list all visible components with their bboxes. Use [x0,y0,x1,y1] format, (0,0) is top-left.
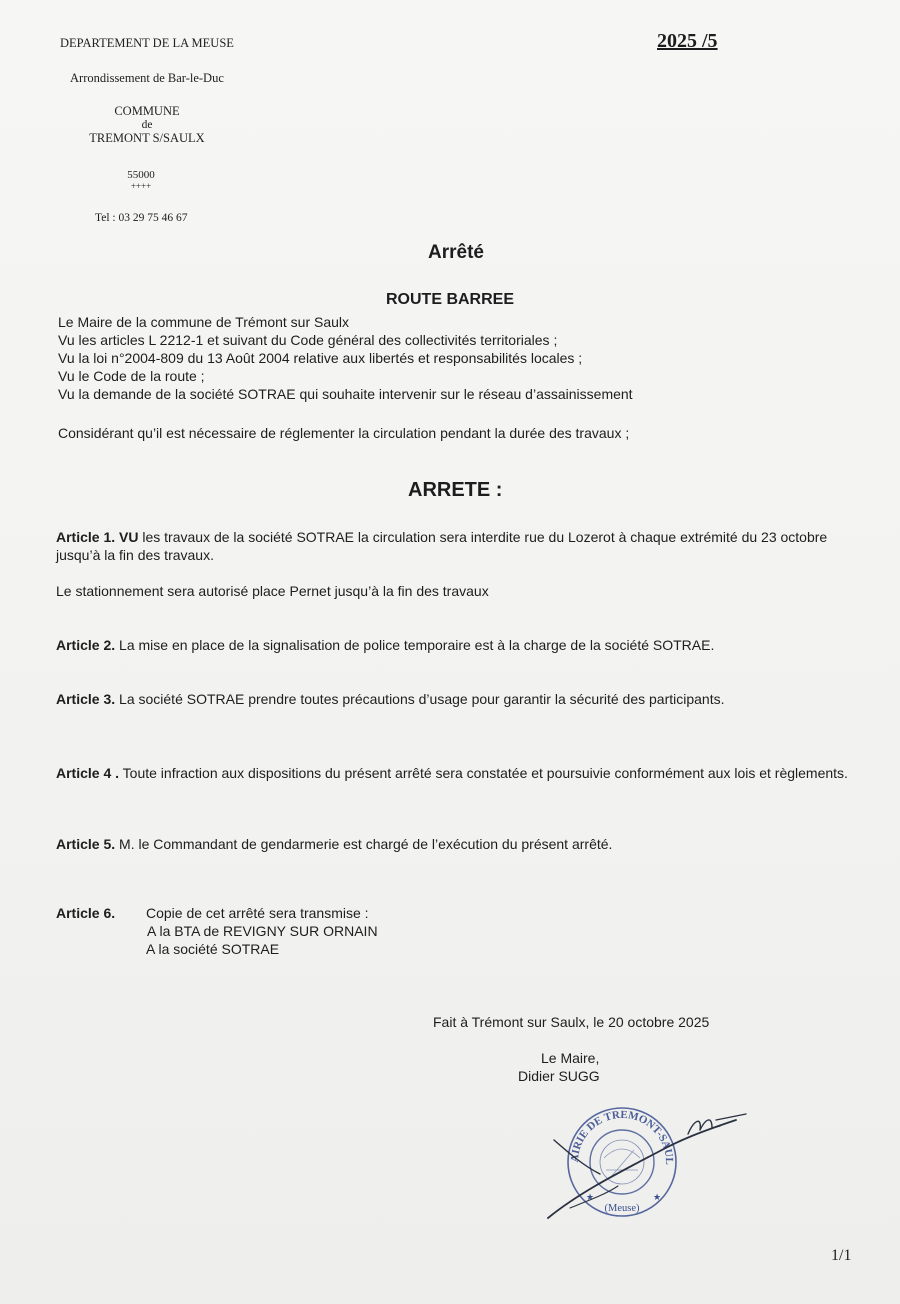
preamble-line-4: Vu le Code de la route ; [58,368,205,384]
commune-line-2: de [141,119,153,131]
seal-and-signature-graphic [540,1100,750,1225]
article-5-label: Article 5. [56,836,116,852]
svg-text:★: ★ [653,1193,662,1203]
article-3-label: Article 3. [56,691,116,707]
mayor-name: Didier SUGG [518,1068,600,1084]
page-number: 1/1 [831,1247,852,1264]
official-seal [540,1100,750,1225]
article-4-label: Article 4 . [56,765,120,781]
article-4 [56,764,856,782]
document-title: Arrêté [428,242,484,263]
department-label: DEPARTEMENT DE LA MEUSE [60,36,234,50]
considering-text: Considérant qu’il est nécessaire de réglementer la circulation pendant la durée des travaux ; [58,425,630,441]
commune-line-3: TREMONT S/SAULX [89,131,205,145]
postcode: 55000 [127,169,155,181]
article-2 [56,636,714,654]
postcode-mark: ++++ [130,181,152,191]
article-3-text: La société SOTRAE prendre toutes précautions d’usage pour garantir la sécurité des participants. [115,691,725,707]
place-date: Fait à Trémont sur Saulx, le 20 octobre 2025 [433,1014,710,1030]
article-6-label: Article 6. [56,905,116,921]
article-4-text: Toute infraction aux dispositions du présent arrêté sera constatée et poursuivie conformément aux lois et règlements. [119,765,848,781]
article-6-line-1: Copie de cet arrêté sera transmise : [146,905,369,921]
arrondissement-label: Arrondissement de Bar-le-Duc [70,71,224,85]
article-3 [56,690,724,708]
preamble-line-5: Vu la demande de la société SOTRAE qui souhaite intervenir sur le réseau d’assainissement [58,386,633,402]
preamble-line-3: Vu la loi n°2004-809 du 13 Août 2004 relative aux libertés et responsabilités locales ; [58,350,583,366]
seal-top-text: AIRIE DE TREMONT-SAUL [568,1108,676,1165]
reference-number: 2025 /5 [657,30,718,52]
article-1-label: Article 1. [56,529,116,545]
article-5-text: M. le Commandant de gendarmerie est chargé de l’exécution du présent arrêté. [115,836,613,852]
seal-bottom-text: (Meuse) [604,1203,640,1214]
article-1-text: les travaux de la société SOTRAE la circulation sera interdite rue du Lozerot à chaque extrémité du 23 octobre jusqu’à la fin des travaux. [56,529,828,563]
article-5 [56,835,612,853]
article-1 [56,528,856,564]
handwritten-signature [548,1114,746,1218]
article-2-text: La mise en place de la signalisation de police temporaire est à la charge de la société SOTRAE. [115,637,715,653]
article-6-line-3: A la société SOTRAE [146,941,280,957]
commune-block [84,104,210,146]
preamble-line-2: Vu les articles L 2212-1 et suivant du Code général des collectivités territoriales ; [58,332,558,348]
article-1-parking: Le stationnement sera autorisé place Pernet jusqu’à la fin des travaux [56,583,489,599]
decree-heading: ARRETE : [408,479,503,501]
postcode-block [124,169,158,192]
svg-text:★: ★ [586,1193,595,1203]
article-2-label: Article 2. [56,637,116,653]
article-6-line-2: A la BTA de REVIGNY SUR ORNAIN [147,923,378,939]
subject-title: ROUTE BARREE [386,291,515,308]
phone-number: Tel : 03 29 75 46 67 [95,212,188,224]
article-1-vu: VU [119,529,139,545]
commune-line-1: COMMUNE [114,104,180,118]
preamble-line-1: Le Maire de la commune de Trémont sur Saulx [58,314,350,330]
mayor-role: Le Maire, [541,1050,600,1066]
